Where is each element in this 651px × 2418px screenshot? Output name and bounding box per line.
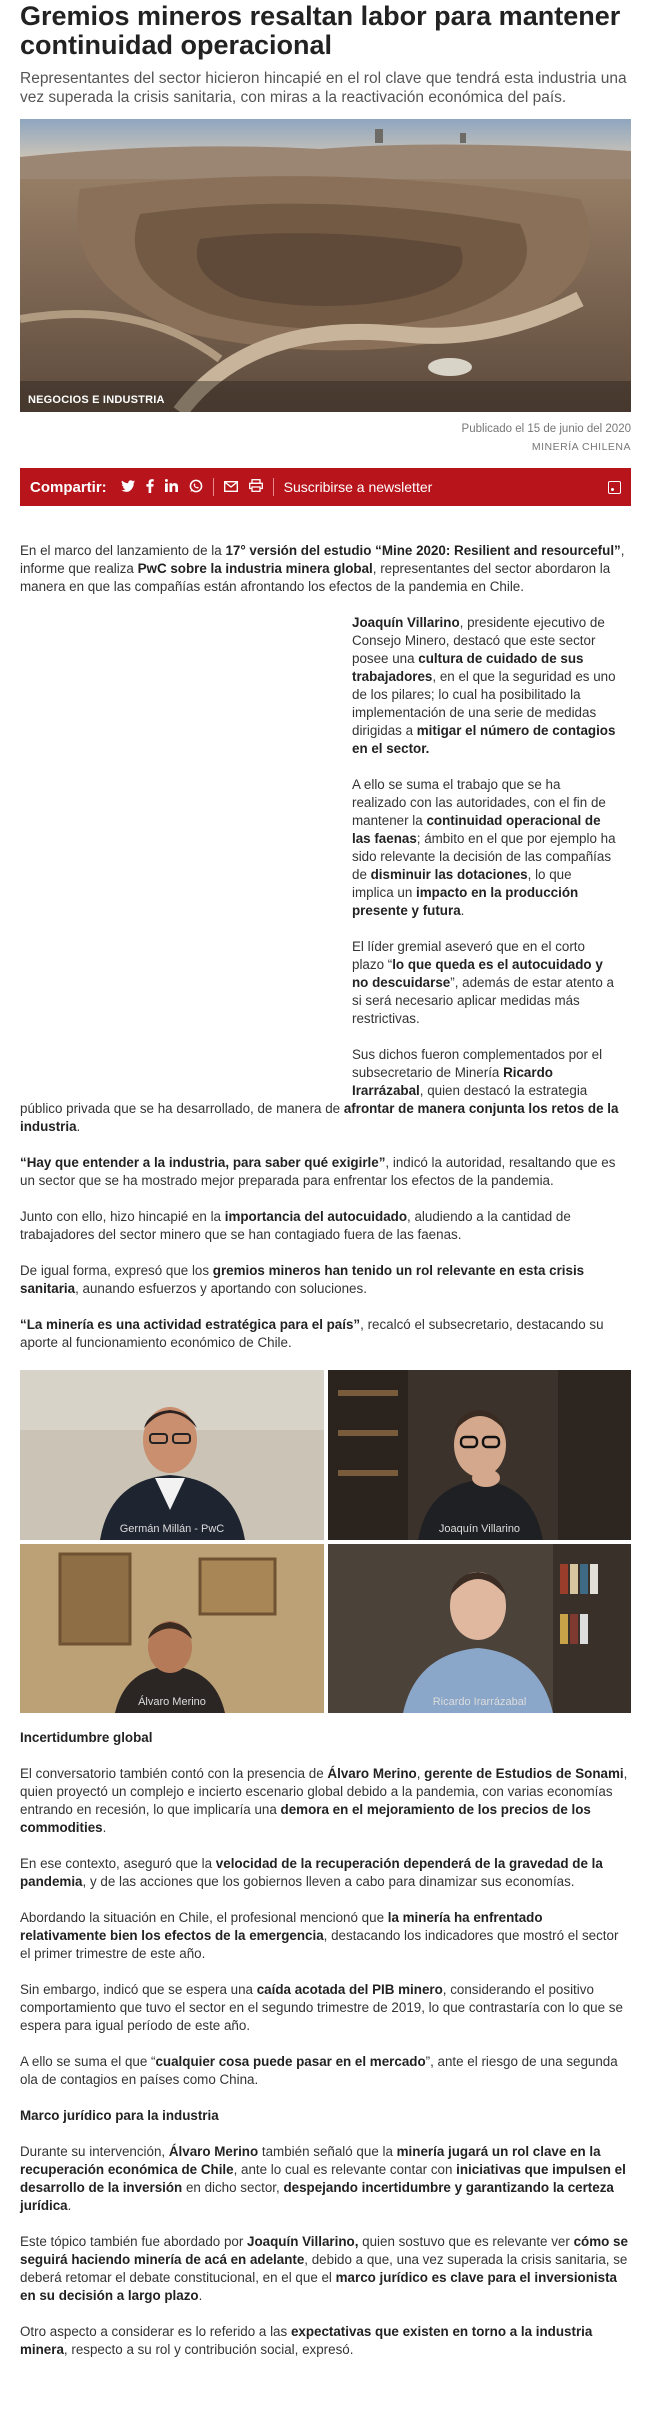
- twitter-icon[interactable]: [121, 479, 135, 495]
- video-call-photo[interactable]: [20, 1370, 631, 1713]
- article-subtitle: Representantes del sector hicieron hincapié en el rol clave que tendrá esta industria una vez superada la crisis sanitaria, con miras a la reactivación económica del país.: [20, 70, 627, 106]
- share-divider-2: [273, 478, 274, 496]
- paragraph: En el marco del lanzamiento de la 17° versión del estudio “Mine 2020: Resilient and resourceful”, informe que realiza PwC sobre la industria minera global, representantes del sector abordaron la manera en que las compañías están afrontando los efectos de la pandemia en Chile.: [20, 543, 625, 594]
- paragraph: Otro aspecto a considerar es lo referido a las expectativas que existen en torno a la industria minera, respecto a su rol y contribución social, expresó.: [20, 2324, 593, 2357]
- article-body: [20, 542, 631, 2359]
- share-bar: [20, 468, 631, 506]
- share-icons: [121, 479, 203, 496]
- paragraph: El líder gremial aseveró que en el corto plazo “lo que queda es el autocuidado y no descuidarse”, además de estar atento a si será necesario aplicar medidas más restrictivas.: [352, 939, 614, 1026]
- participant-illustration: [20, 1370, 324, 1540]
- facebook-icon[interactable]: [146, 479, 154, 496]
- participant-name: Álvaro Merino: [138, 1696, 206, 1708]
- paragraph: A ello se suma el trabajo que se ha realizado con las autoridades, con el fin de mantener la continuidad operacional de las faenas; ámbito en el que por ejemplo ha sido relevante la decisión de las compañías de disminuir las dotaciones, lo que implica un impacto en la producción presente y futura.: [352, 777, 616, 918]
- image-category-badge: NEGOCIOS E INDUSTRIA: [28, 394, 165, 406]
- section-heading: Incertidumbre global: [20, 1730, 153, 1745]
- paragraph: El conversatorio también contó con la presencia de Álvaro Merino, gerente de Estudios de Sonami, quien proyectó un complejo e incierto escenario global debido a la pandemia, con varias economías entrando en recesión, lo que implicaría una demora en el mejoramiento de los precios de los commodities.: [20, 1766, 628, 1835]
- participant-name: Ricardo Irarrázabal: [432, 1696, 527, 1708]
- paragraph: Durante su intervención, Álvaro Merino también señaló que la minería jugará un rol clave en la recuperación económica de Chile, ante lo cual es relevante contar con iniciativas que impulsen el desarrollo de la inversión en dicho sector, despejando incertidumbre y garantizando la certeza jurídica.: [20, 2144, 626, 2213]
- email-icon[interactable]: [224, 479, 238, 495]
- participant-tile: [328, 1544, 631, 1713]
- paragraph: De igual forma, expresó que los gremios mineros han tenido un rol relevante en esta crisis sanitaria, aunando esfuerzos y aportando con soluciones.: [20, 1263, 585, 1296]
- paragraph: Sin embargo, indicó que se espera una caída acotada del PIB minero, considerando el positivo comportamiento que tuvo el sector en el segundo trimestre de 2019, lo que contrastaría con lo que se espera para igual período de este año.: [20, 1982, 623, 2033]
- participant-tile: [20, 1544, 324, 1713]
- participant-illustration: [20, 1544, 324, 1713]
- share-label: Compartir:: [30, 478, 107, 496]
- whatsapp-icon[interactable]: [189, 479, 203, 496]
- paragraph: público privada que se ha desarrollado, de manera de afrontar de manera conjunta los retos de la industria.: [20, 1101, 619, 1134]
- share-divider: [213, 478, 214, 496]
- rss-icon[interactable]: [608, 481, 621, 494]
- participant-illustration: [328, 1370, 631, 1540]
- paragraph: Abordando la situación en Chile, el profesional mencionó que la minería ha enfrentado relativamente bien los efectos de la emergencia, destacando los indicadores que mostró el sector el primer trimestre de este año.: [20, 1910, 619, 1961]
- participant-tile: [20, 1370, 324, 1540]
- published-date: Publicado el 15 de junio del 2020: [461, 423, 631, 435]
- hero-image[interactable]: [20, 119, 631, 412]
- paragraph: Este tópico también fue abordado por Joaquín Villarino, quien sostuvo que es relevante ver cómo se seguirá haciendo minería de acá en adelante, debido a que, una vez superada la crisis sanitaria, se deberá retomar el debate constitucional, en el que el marco jurídico es clave para el inversionista en su decisión a largo plazo.: [20, 2234, 628, 2303]
- share-icons-secondary: [224, 479, 263, 495]
- linkedin-icon[interactable]: [165, 479, 178, 495]
- open-pit-mine-illustration: [20, 119, 631, 412]
- paragraph: A ello se suma el que “cualquier cosa puede pasar en el mercado”, ante el riesgo de una segunda ola de contagios en países como China.: [20, 2054, 618, 2087]
- paragraph-part: Sus dichos fueron complementados por el subsecretario de Minería Ricardo Irarrázabal, quien destacó la estrategia: [352, 1047, 603, 1098]
- paragraph: En ese contexto, aseguró que la velocidad de la recuperación dependerá de la gravedad de la pandemia, y de las acciones que los gobiernos lleven a cabo para dinamizar sus economías.: [20, 1856, 603, 1889]
- newsletter-link[interactable]: Suscribirse a newsletter: [283, 479, 433, 495]
- article-title: Gremios mineros resaltan labor para mantener continuidad operacional: [20, 1, 621, 60]
- participant-name: Joaquín Villarino: [438, 1523, 521, 1535]
- indented-section: [352, 614, 616, 1100]
- paragraph: “La minería es una actividad estratégica para el país”, recalcó el subsecretario, destacando su aporte al funcionamiento económico de Chile.: [20, 1317, 604, 1350]
- paragraph: Junto con ello, hizo hincapié en la importancia del autocuidado, aludiendo a la cantidad de trabajadores del sector minero que se han contagiado fuera de las faenas.: [20, 1209, 571, 1242]
- print-icon[interactable]: [249, 479, 263, 495]
- participant-tile: [328, 1370, 631, 1540]
- section-heading: Marco jurídico para la industria: [20, 2108, 219, 2123]
- paragraph: “Hay que entender a la industria, para saber qué exigirle”, indicó la autoridad, resaltando que es un sector que se ha mostrado mejor preparada para enfrentar los efectos de la pandemia.: [20, 1155, 616, 1188]
- participant-illustration: [328, 1544, 631, 1713]
- participant-name: Germán Millán - PwC: [119, 1523, 225, 1535]
- publication-info: [20, 420, 631, 456]
- paragraph: Joaquín Villarino, presidente ejecutivo de Consejo Minero, destacó que este sector posee una cultura de cuidado de sus trabajadores, en el que la seguridad es uno de los pilares; lo cual ha posibilitado la implementación de una serie de medidas dirigidas a mitigar el número de contagios en el sector.: [352, 615, 616, 756]
- source-name: MINERÍA CHILENA: [531, 441, 631, 453]
